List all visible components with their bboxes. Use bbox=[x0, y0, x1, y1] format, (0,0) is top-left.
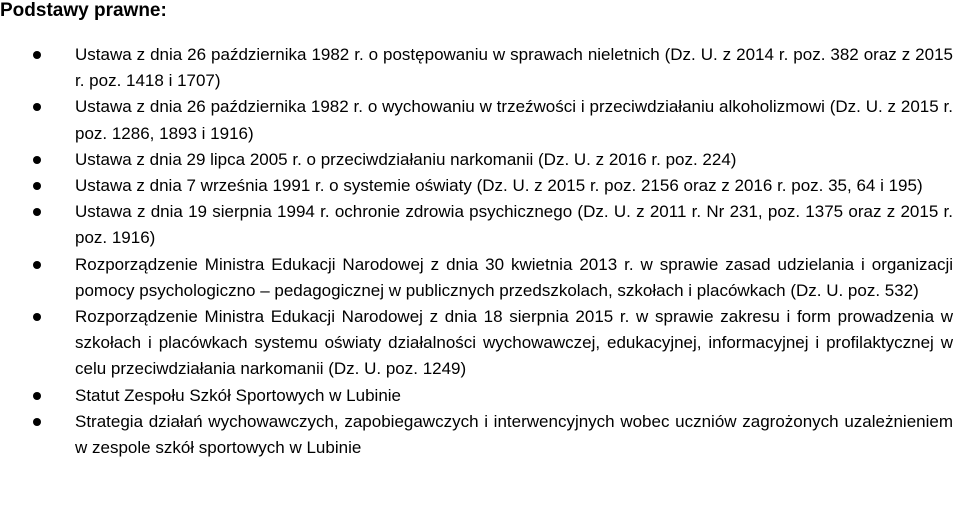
bullet-icon bbox=[33, 182, 41, 190]
list-item-text: Ustawa z dnia 26 października 1982 r. o postępowaniu w sprawach nieletnich (Dz. U. z 2014 r. poz. 382 oraz z 2015 r. poz. 1418 i 1707) bbox=[75, 45, 953, 91]
bullet-icon bbox=[33, 392, 41, 400]
list-item bbox=[0, 383, 959, 409]
list-item bbox=[0, 304, 959, 383]
list-item-text: Ustawa z dnia 29 lipca 2005 r. o przeciwdziałaniu narkomanii (Dz. U. z 2016 r. poz. 224) bbox=[75, 149, 737, 169]
list-item-text: Ustawa z dnia 26 października 1982 r. o wychowaniu w trzeźwości i przeciwdziałaniu alkoholizmowi (Dz. U. z 2015 r. poz. 1286, 1893 i 1916) bbox=[75, 97, 953, 143]
bullet-icon bbox=[33, 418, 41, 426]
bullet-icon bbox=[33, 156, 41, 164]
list-item-text: Rozporządzenie Ministra Edukacji Narodowej z dnia 18 sierpnia 2015 r. w sprawie zakresu i form prowadzenia w szkołach i placówkach systemu oświaty działalności wychowawczej, edukacyjnej, informacyjnej i profilaktycznej w celu przeciwdziałania narkomanii (Dz. U. poz. 1249) bbox=[75, 307, 953, 379]
list-item-text: Ustawa z dnia 7 września 1991 r. o systemie oświaty (Dz. U. z 2015 r. poz. 2156 oraz z 2016 r. poz. 35, 64 i 195) bbox=[75, 176, 923, 196]
section-heading: Podstawy prawne: bbox=[0, 0, 167, 21]
list-item bbox=[0, 147, 959, 173]
list-item bbox=[0, 199, 959, 251]
list-item-text: Ustawa z dnia 19 sierpnia 1994 r. ochronie zdrowia psychicznego (Dz. U. z 2011 r. Nr 231, poz. 1375 oraz z 2015 r. poz. 1916) bbox=[75, 202, 953, 248]
bullet-icon bbox=[33, 261, 41, 269]
list-item bbox=[0, 409, 959, 461]
list-item bbox=[0, 173, 959, 199]
bullet-icon bbox=[33, 313, 41, 321]
list-item bbox=[0, 94, 959, 146]
list-item bbox=[0, 252, 959, 304]
bullet-icon bbox=[33, 208, 41, 216]
bullet-icon bbox=[33, 51, 41, 59]
legal-basis-list bbox=[0, 42, 959, 461]
bullet-icon bbox=[33, 103, 41, 111]
list-item bbox=[0, 42, 959, 94]
list-item-text: Rozporządzenie Ministra Edukacji Narodowej z dnia 30 kwietnia 2013 r. w sprawie zasad udzielania i organizacji pomocy psychologiczno – pedagogicznej w publicznych przedszkolach, szkołach i placówkach (Dz. U. poz. 532) bbox=[75, 254, 953, 300]
list-item-text: Statut Zespołu Szkół Sportowych w Lubinie bbox=[75, 385, 402, 405]
list-item-text: Strategia działań wychowawczych, zapobiegawczych i interwencyjnych wobec uczniów zagrożonych uzależnieniem w zespole szkół sportowych w Lubinie bbox=[75, 411, 953, 458]
